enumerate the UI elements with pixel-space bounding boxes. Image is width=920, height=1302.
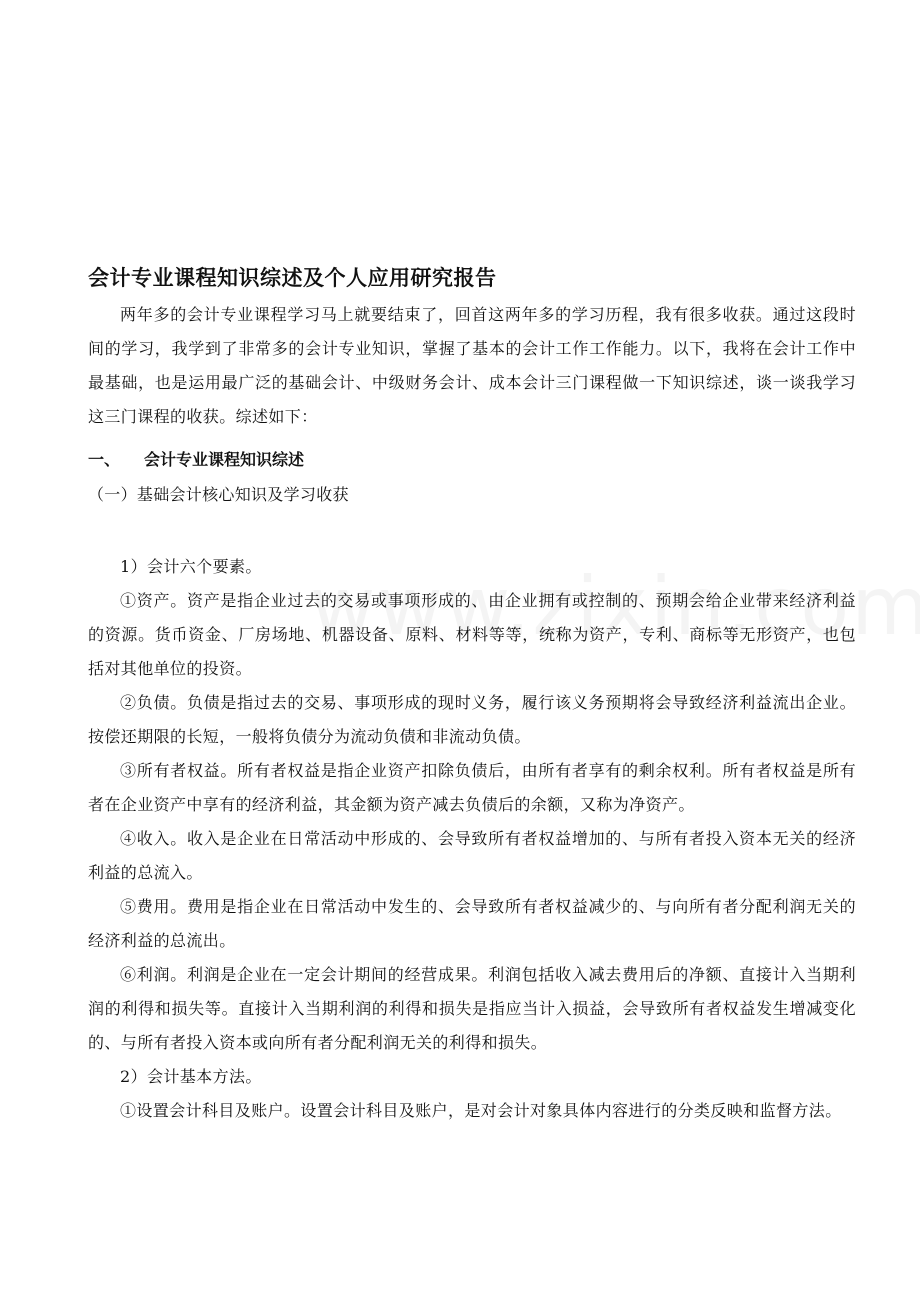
equity-paragraph: ③所有者权益。所有者权益是指企业资产扣除负债后，由所有者享有的剩余权利。所有者权益是所有者在企业资产中享有的经济利益，其金额为资产减去负债后的余额，又称为净资产。 bbox=[88, 761, 856, 814]
six-elements-heading: 1）会计六个要素。 bbox=[120, 557, 262, 576]
expenses-paragraph: ⑤费用。费用是指企业在日常活动中发生的、会导致所有者权益减少的、与向所有者分配利润无关的经济利益的总流出。 bbox=[88, 897, 856, 950]
assets-paragraph: ①资产。资产是指企业过去的交易或事项形成的、由企业拥有或控制的、预期会给企业带来经济利益的资源。货币资金、厂房场地、机器设备、原料、材料等等，统称为资产，专利、商标等无形资产，也包括对其他单位的投资。 bbox=[88, 591, 856, 678]
blank-space bbox=[88, 512, 856, 550]
section-heading bbox=[88, 442, 856, 478]
liabilities-paragraph: ②负债。负债是指过去的交易、事项形成的现时义务，履行该义务预期将会导致经济利益流出企业。按偿还期限的长短，一般将负债分为流动负债和非流动负债。 bbox=[88, 693, 856, 746]
intro-paragraph: 两年多的会计专业课程学习马上就要结束了，回首这两年多的学习历程，我有很多收获。通过这段时间的学习，我学到了非常多的会计专业知识，掌握了基本的会计工作工作能力。以下，我将在会计工作中最基础，也是运用最广泛的基础会计、中级财务会计、成本会计三门课程做一下知识综述，谈一谈我学习这三门课程的收获。综述如下： bbox=[88, 305, 856, 426]
document-page bbox=[88, 258, 856, 1128]
revenue-paragraph: ④收入。收入是企业在日常活动中形成的、会导致所有者权益增加的、与所有者投入资本无关的经济利益的总流入。 bbox=[88, 829, 856, 882]
methods-heading: 2）会计基本方法。 bbox=[120, 1067, 262, 1086]
section-number: 一、 bbox=[88, 450, 121, 469]
subsection-heading: （一）基础会计核心知识及学习收获 bbox=[88, 485, 349, 504]
section-title: 会计专业课程知识综述 bbox=[144, 450, 305, 469]
accounts-paragraph: ①设置会计科目及账户。设置会计科目及账户，是对会计对象具体内容进行的分类反映和监督方法。 bbox=[120, 1101, 842, 1120]
document-title: 会计专业课程知识综述及个人应用研究报告 bbox=[88, 266, 497, 290]
profit-paragraph: ⑥利润。利润是企业在一定会计期间的经营成果。利润包括收入减去费用后的净额、直接计入当期利润的利得和损失等。直接计入当期利润的利得和损失是指应当计入损益，会导致所有者权益发生增减变化的、与所有者投入资本或向所有者分配利润无关的利得和损失。 bbox=[88, 965, 856, 1052]
